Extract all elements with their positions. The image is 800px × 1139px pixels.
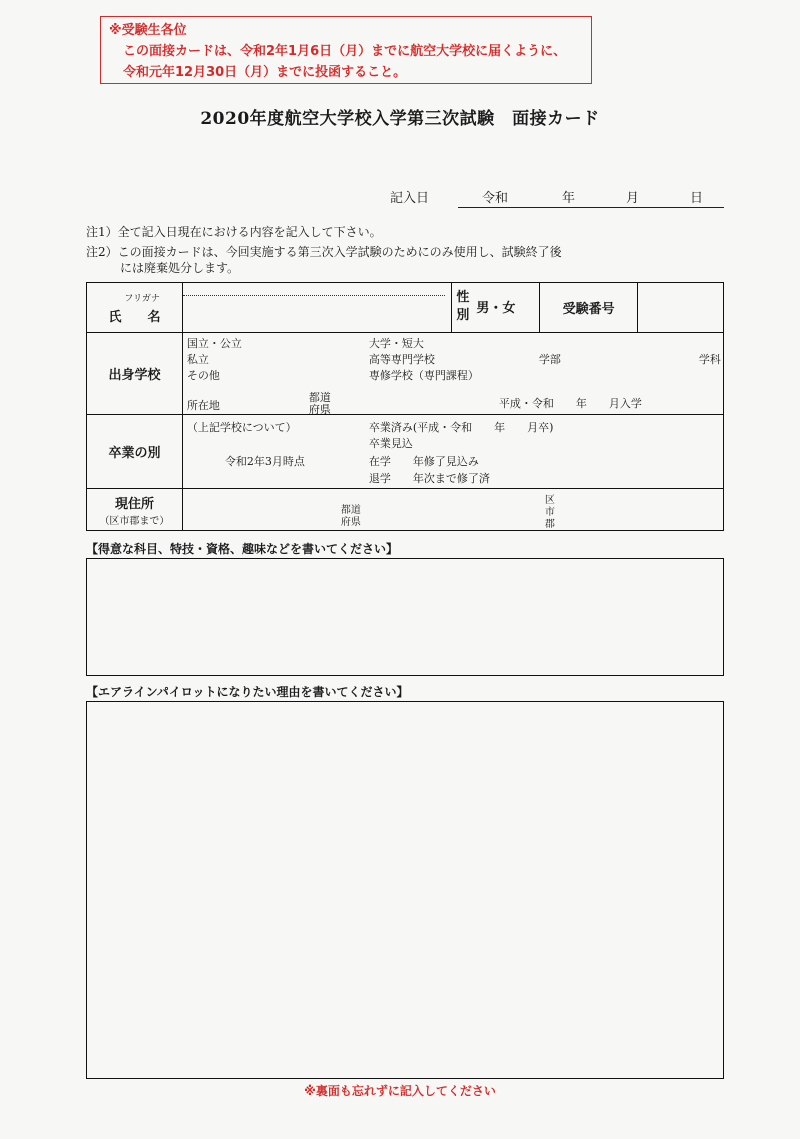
skills-textarea[interactable] xyxy=(86,558,724,676)
school-type-other: その他 xyxy=(186,369,220,382)
date-year: 年 xyxy=(562,191,576,206)
name-label: 氏 名 xyxy=(108,309,161,325)
school-type-private: 私立 xyxy=(186,353,209,366)
graduation-label-cell xyxy=(87,415,183,489)
address-ward: 区 xyxy=(544,495,555,506)
name-label-cell xyxy=(87,283,183,333)
school-type-public: 国立・公立 xyxy=(186,337,242,350)
date-era: 令和 xyxy=(482,191,509,206)
school-kind-vocational: 専修学校（専門課程） xyxy=(368,369,479,382)
faculty-label: 学部 xyxy=(538,353,561,366)
school-kind-university: 大学・短大 xyxy=(368,337,424,350)
sex-options: 男・女 xyxy=(476,301,516,316)
note-3: には廃棄処分します。 xyxy=(120,261,240,275)
sex-label: 性 別 xyxy=(456,290,470,323)
exam-number-label: 受験番号 xyxy=(562,302,615,317)
reason-textarea[interactable] xyxy=(86,701,724,1079)
address-pref2: 府県 xyxy=(340,517,361,528)
school-label-cell xyxy=(87,333,183,415)
furigana-line xyxy=(183,295,446,296)
notice-line1: この面接カードは、令和2年1月6日（月）までに航空大学校に届くように、 xyxy=(123,44,567,59)
notice-line2: 令和元年12月30日（月）までに投函すること。 xyxy=(123,65,407,80)
graduation-option-expected[interactable]: 卒業見込 xyxy=(368,437,413,450)
date-day: 日 xyxy=(690,191,704,206)
sex-cell[interactable] xyxy=(452,283,540,333)
personal-info-table xyxy=(86,282,724,531)
exam-number-field[interactable] xyxy=(638,283,724,333)
note-1: 注1）全て記入日現在における内容を記入して下さい。 xyxy=(86,225,382,239)
date-input-line[interactable] xyxy=(458,207,724,208)
location-label: 所在地 xyxy=(186,399,220,412)
address-field[interactable] xyxy=(182,489,723,531)
notice-heading: ※受験生各位 xyxy=(109,23,187,38)
section-reason-heading: 【エアラインパイロットになりたい理由を書いてください】 xyxy=(86,685,409,699)
furigana-label: フリガナ xyxy=(124,293,160,304)
school-field[interactable] xyxy=(182,333,723,415)
graduation-option-graduated[interactable]: 卒業済み(平成・令和 年 月卒) xyxy=(368,421,554,434)
location-pref1: 都道 xyxy=(308,391,331,404)
section-skills-heading: 【得意な科目、特技・資格、趣味などを書いてください】 xyxy=(86,542,399,556)
graduation-label: 卒業の別 xyxy=(108,446,161,461)
graduation-as-of: 令和2年3月時点 xyxy=(224,455,305,468)
department-label: 学科 xyxy=(698,353,721,366)
notice-box xyxy=(100,16,592,84)
address-label: 現住所 xyxy=(114,496,154,512)
graduation-option-withdrawn[interactable]: 退学 年次まで修了済 xyxy=(368,472,490,485)
date-month: 月 xyxy=(626,191,640,206)
location-pref2: 府県 xyxy=(308,403,331,416)
address-pref1: 都道 xyxy=(340,505,361,516)
address-label-cell xyxy=(87,489,183,531)
exam-number-label-cell xyxy=(540,283,638,333)
graduation-field[interactable] xyxy=(182,415,723,489)
graduation-about: （上記学校について） xyxy=(186,421,297,434)
address-city: 市 xyxy=(544,507,555,518)
footer-reminder: ※裏面も忘れずに記入してください xyxy=(304,1084,496,1098)
date-label: 記入日 xyxy=(390,191,430,206)
date-row xyxy=(390,187,429,206)
enroll-date: 平成・令和 年 月入学 xyxy=(498,397,642,410)
school-kind-technical: 高等専門学校 xyxy=(368,353,435,366)
address-sub-label: （区市郡まで） xyxy=(99,515,170,527)
address-county: 郡 xyxy=(544,519,555,530)
note-2: 注2）この面接カードは、今回実施する第三次入学試験のためにのみ使用し、試験終了後 xyxy=(86,245,562,259)
graduation-option-enrolled[interactable]: 在学 年修了見込み xyxy=(368,455,479,468)
page-title: 2020年度航空大学校入学第三次試験 面接カード xyxy=(200,109,600,129)
name-field[interactable] xyxy=(182,283,452,333)
school-label: 出身学校 xyxy=(108,368,161,383)
